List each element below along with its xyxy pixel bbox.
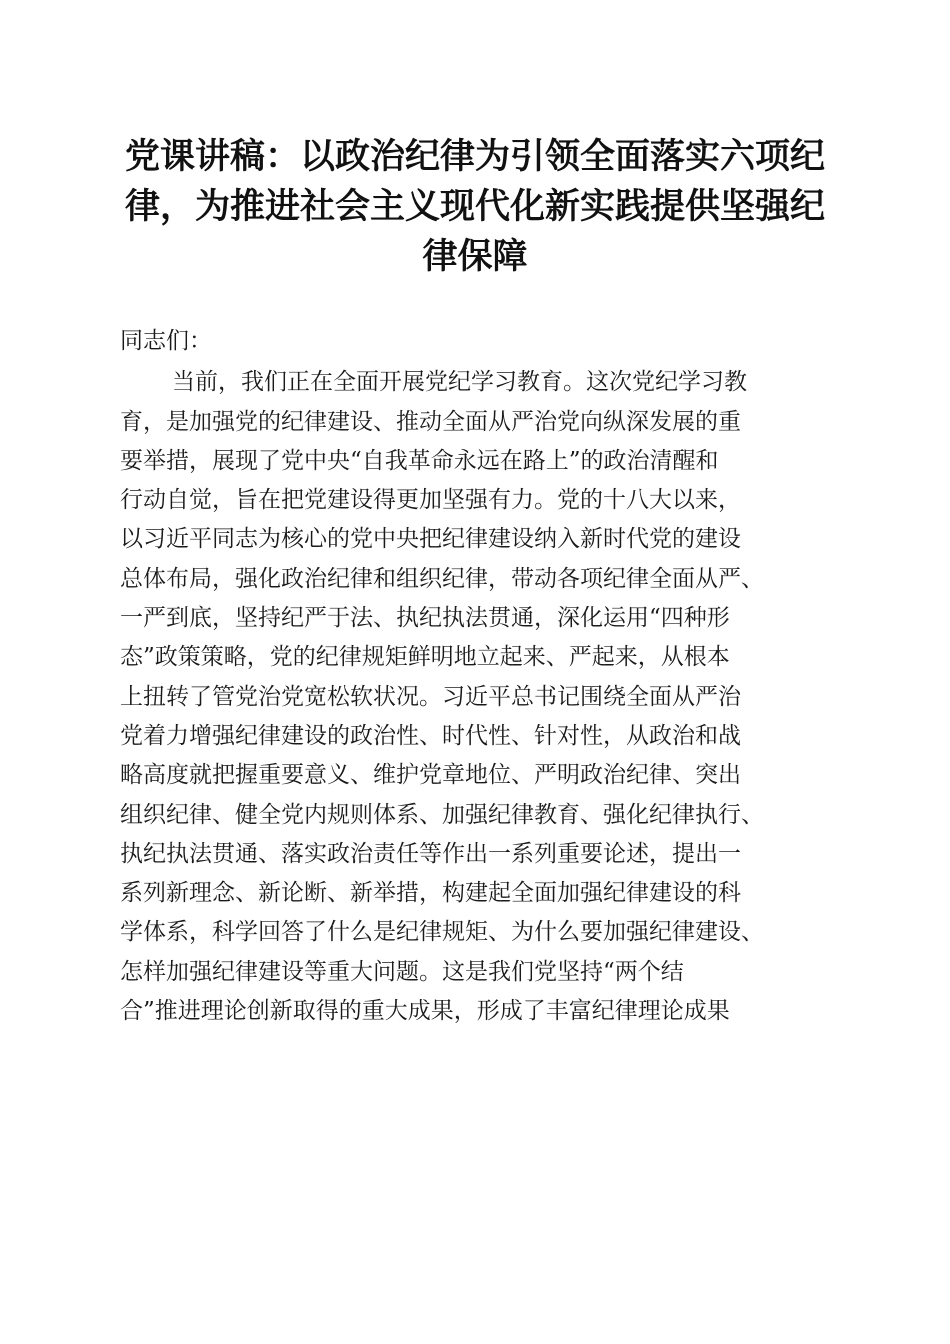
- title-line: 党课讲稿：以政治纪律为引领全面落实六项纪: [124, 136, 825, 177]
- paragraph-line: 系列新理念、新论断、新举措，构建起全面加强纪律建设的科: [120, 880, 741, 907]
- paragraph: [120, 363, 840, 1031]
- document-body: [120, 322, 840, 1031]
- paragraph-line: 以习近平同志为核心的党中央把纪律建设纳入新时代党的建设: [120, 526, 741, 553]
- title-line: 律，为推进社会主义现代化新实践提供坚强纪: [124, 186, 825, 227]
- paragraph-line: 总体布局，强化政治纪律和组织纪律，带动各项纪律全面从严、: [120, 565, 764, 592]
- paragraph-line: 合”推进理论创新取得的重大成果，形成了丰富纪律理论成果: [120, 998, 730, 1025]
- paragraph-line: 党着力增强纪律建设的政治性、时代性、针对性，从政治和战: [120, 722, 741, 749]
- title-line: 律保障: [422, 236, 528, 277]
- paragraph-line: 学体系，科学回答了什么是纪律规矩、为什么要加强纪律建设、: [120, 919, 764, 946]
- paragraph-line: 执纪执法贯通、落实政治责任等作出一系列重要论述，提出一: [120, 840, 741, 867]
- paragraph-line: 怎样加强纪律建设等重大问题。这是我们党坚持“两个结: [120, 958, 684, 985]
- paragraph-line: 要举措，展现了党中央“自我革命永远在路上”的政治清醒和: [120, 447, 719, 474]
- document-title: [110, 132, 840, 282]
- paragraph-line: 态”政策策略，党的纪律规矩鲜明地立起来、严起来，从根本: [120, 644, 730, 671]
- paragraph-line: 育，是加强党的纪律建设、推动全面从严治党向纵深发展的重: [120, 408, 741, 435]
- paragraph-line: 组织纪律、健全党内规则体系、加强纪律教育、强化纪律执行、: [120, 801, 764, 828]
- paragraph-line: 略高度就把握重要意义、维护党章地位、严明政治纪律、突出: [120, 762, 741, 789]
- paragraph-line: 一严到底，坚持纪严于法、执纪执法贯通，深化运用“四种形: [120, 605, 730, 632]
- greeting: 同志们：: [120, 328, 212, 354]
- paragraph-line: 行动自觉，旨在把党建设得更加坚强有力。党的十八大以来，: [120, 487, 741, 514]
- paragraph-line: 上扭转了管党治党宽松软状况。习近平总书记围绕全面从严治: [120, 683, 741, 710]
- paragraph-line: 当前，我们正在全面开展党纪学习教育。这次党纪学习教: [172, 369, 747, 396]
